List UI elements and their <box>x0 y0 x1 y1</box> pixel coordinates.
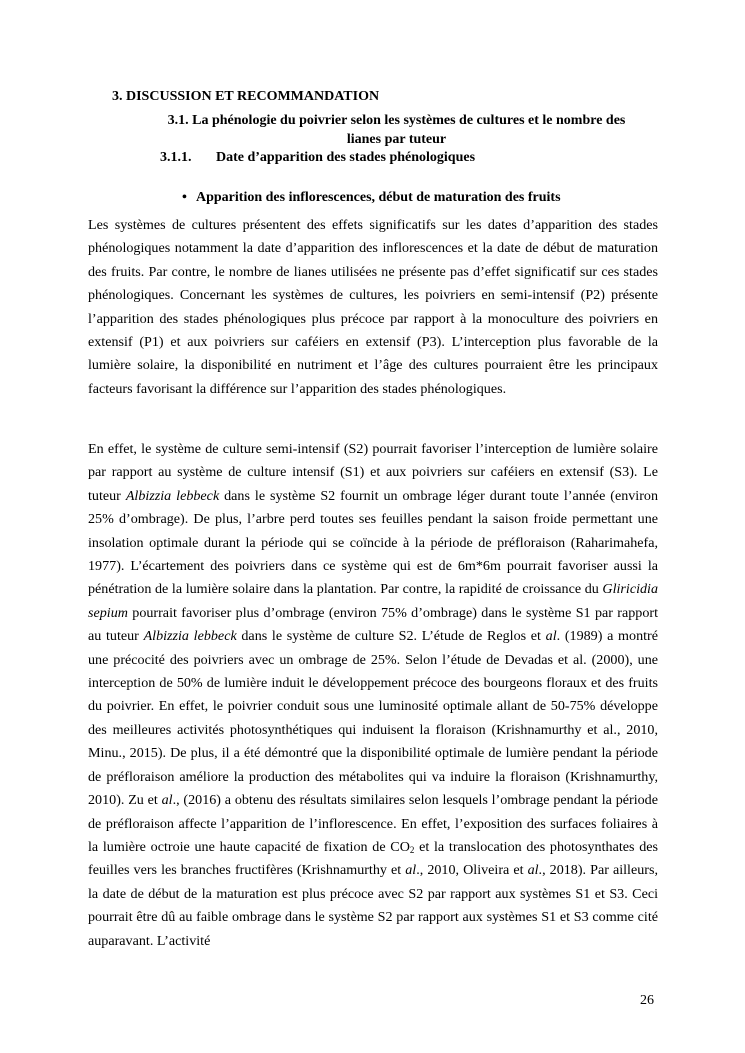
subscript: 2 <box>409 844 415 855</box>
et-al: al <box>545 628 557 645</box>
p2-text: dans le système de culture S2. L’étude de Reglos et <box>236 628 546 645</box>
et-al: al <box>161 792 173 809</box>
p2-text: ., 2010, Oliveira et <box>416 862 528 879</box>
subsubsection-heading <box>160 150 475 166</box>
p2-text: dans le système S2 fournit un ombrage léger durant toute l’année (environ 25% d’ombrage). De plus, l’arbre perd toutes ses feuilles pendant la saison froide permettant une insolation optimale durant la période qui se coïncide à la période de préfloraison (Raharimahefa, 1977). L’écartement des poivriers dans ce système qui est de 6m*6m pourrait favoriser aussi la pénétration de la lumière solaire dans la plantation. Par contre, la rapidité de croissance du <box>88 487 658 598</box>
species-name: Albizzia lebbeck <box>143 628 237 645</box>
subsection-heading: 3.1. La phénologie du poivrier selon les systèmes de cultures et le nombre des lianes par tuteur <box>167 113 626 147</box>
species-name: Albizzia lebbeck <box>125 487 220 504</box>
section-heading: 3. DISCUSSION ET RECOMMANDATION <box>112 89 380 104</box>
p2-text: ., (2016) a obtenu des résultats similaires selon lesquels l’ombrage pendant la période de préfloraison affecte l’apparition de l’inflorescence. En effet, l’exposition des surfaces foliaires à la lumière octroie une haute capacité de fixation de CO <box>88 792 658 855</box>
p2-text: En effet, le système de culture semi-intensif (S2) pourrait favoriser l’interception de lumière solaire par rapport au système de culture intensif (S1) et aux poivriers sur caféiers en extensif (S3). Le tuteur <box>88 441 658 504</box>
et-al: al <box>527 862 539 879</box>
species-name: Gliricidia sepium <box>88 581 658 621</box>
p2-text: pourrait favoriser plus d’ombrage (environ 75% d’ombrage) dans le système S1 par rapport au tuteur <box>88 604 658 645</box>
p2-text: . (1989) a montré une précocité des poivriers avec un ombrage de 25%. Selon l’étude de Devadas et al. (2000), une interception de 50% de lumière induit le développement précoce des bourgeons floraux et des fruits du poivrier. En effet, le poivrier conduit sous une luminosité optimale allant de 50-75% développe des meilleures activités photosynthétiques qui induisent la floraison (Krishnamurthy et al., 2010, Minu., 2015). De plus, il a été démontré que la disponibilité optimale de lumière pendant la période de préfloraison améliore la production des métabolites qui va induire la floraison (Krishnamurthy, 2010). Zu et <box>88 628 658 809</box>
subsubsection-title: Date d’apparition des stades phénologiques <box>216 150 476 165</box>
page-number: 26 <box>640 993 654 1008</box>
bullet-heading <box>182 190 561 206</box>
p2-text: ., 2018). Par ailleurs, la date de début de la maturation est plus précoce avec S2 par rapport aux systèmes S1 et S3. Ceci pourrait être dû au faible ombrage dans le système S2 par rapport aux systèmes S1 et S3 comme cité auparavant. L’activité <box>88 862 658 949</box>
bullet-text: Apparition des inflorescences, début de maturation des fruits <box>196 190 561 205</box>
p2-text: et la translocation des photosynthates des feuilles vers les branches fructifères (Krishnamurthy et <box>88 838 658 879</box>
bullet-icon: • <box>182 190 187 205</box>
subsubsection-number: 3.1.1. <box>160 150 192 165</box>
et-al: al <box>405 862 417 879</box>
paragraph-1: Les systèmes de cultures présentent des effets significatifs sur les dates d’apparition des stades phénologiques notamment la date d’apparition des inflorescences et la date de début de maturation des fruits. Par contre, le nombre de lianes utilisées ne présente pas d’effet significatif sur ces stades phénologiques. Concernant les systèmes de cultures, les poivriers en semi-intensif (P2) présente l’apparition des stades phénologiques plus précoce par rapport à la monoculture des poivriers en extensif (P1) et aux poivriers sur caféiers en extensif (P3). L’interception plus favorable de la lumière solaire, la disponibilité en nutriment et l’âge des cultures pourraient être les principaux facteurs favorisant la différence sur l’apparition des stades phénologiques. <box>88 217 658 397</box>
paragraph-2 <box>88 438 658 953</box>
